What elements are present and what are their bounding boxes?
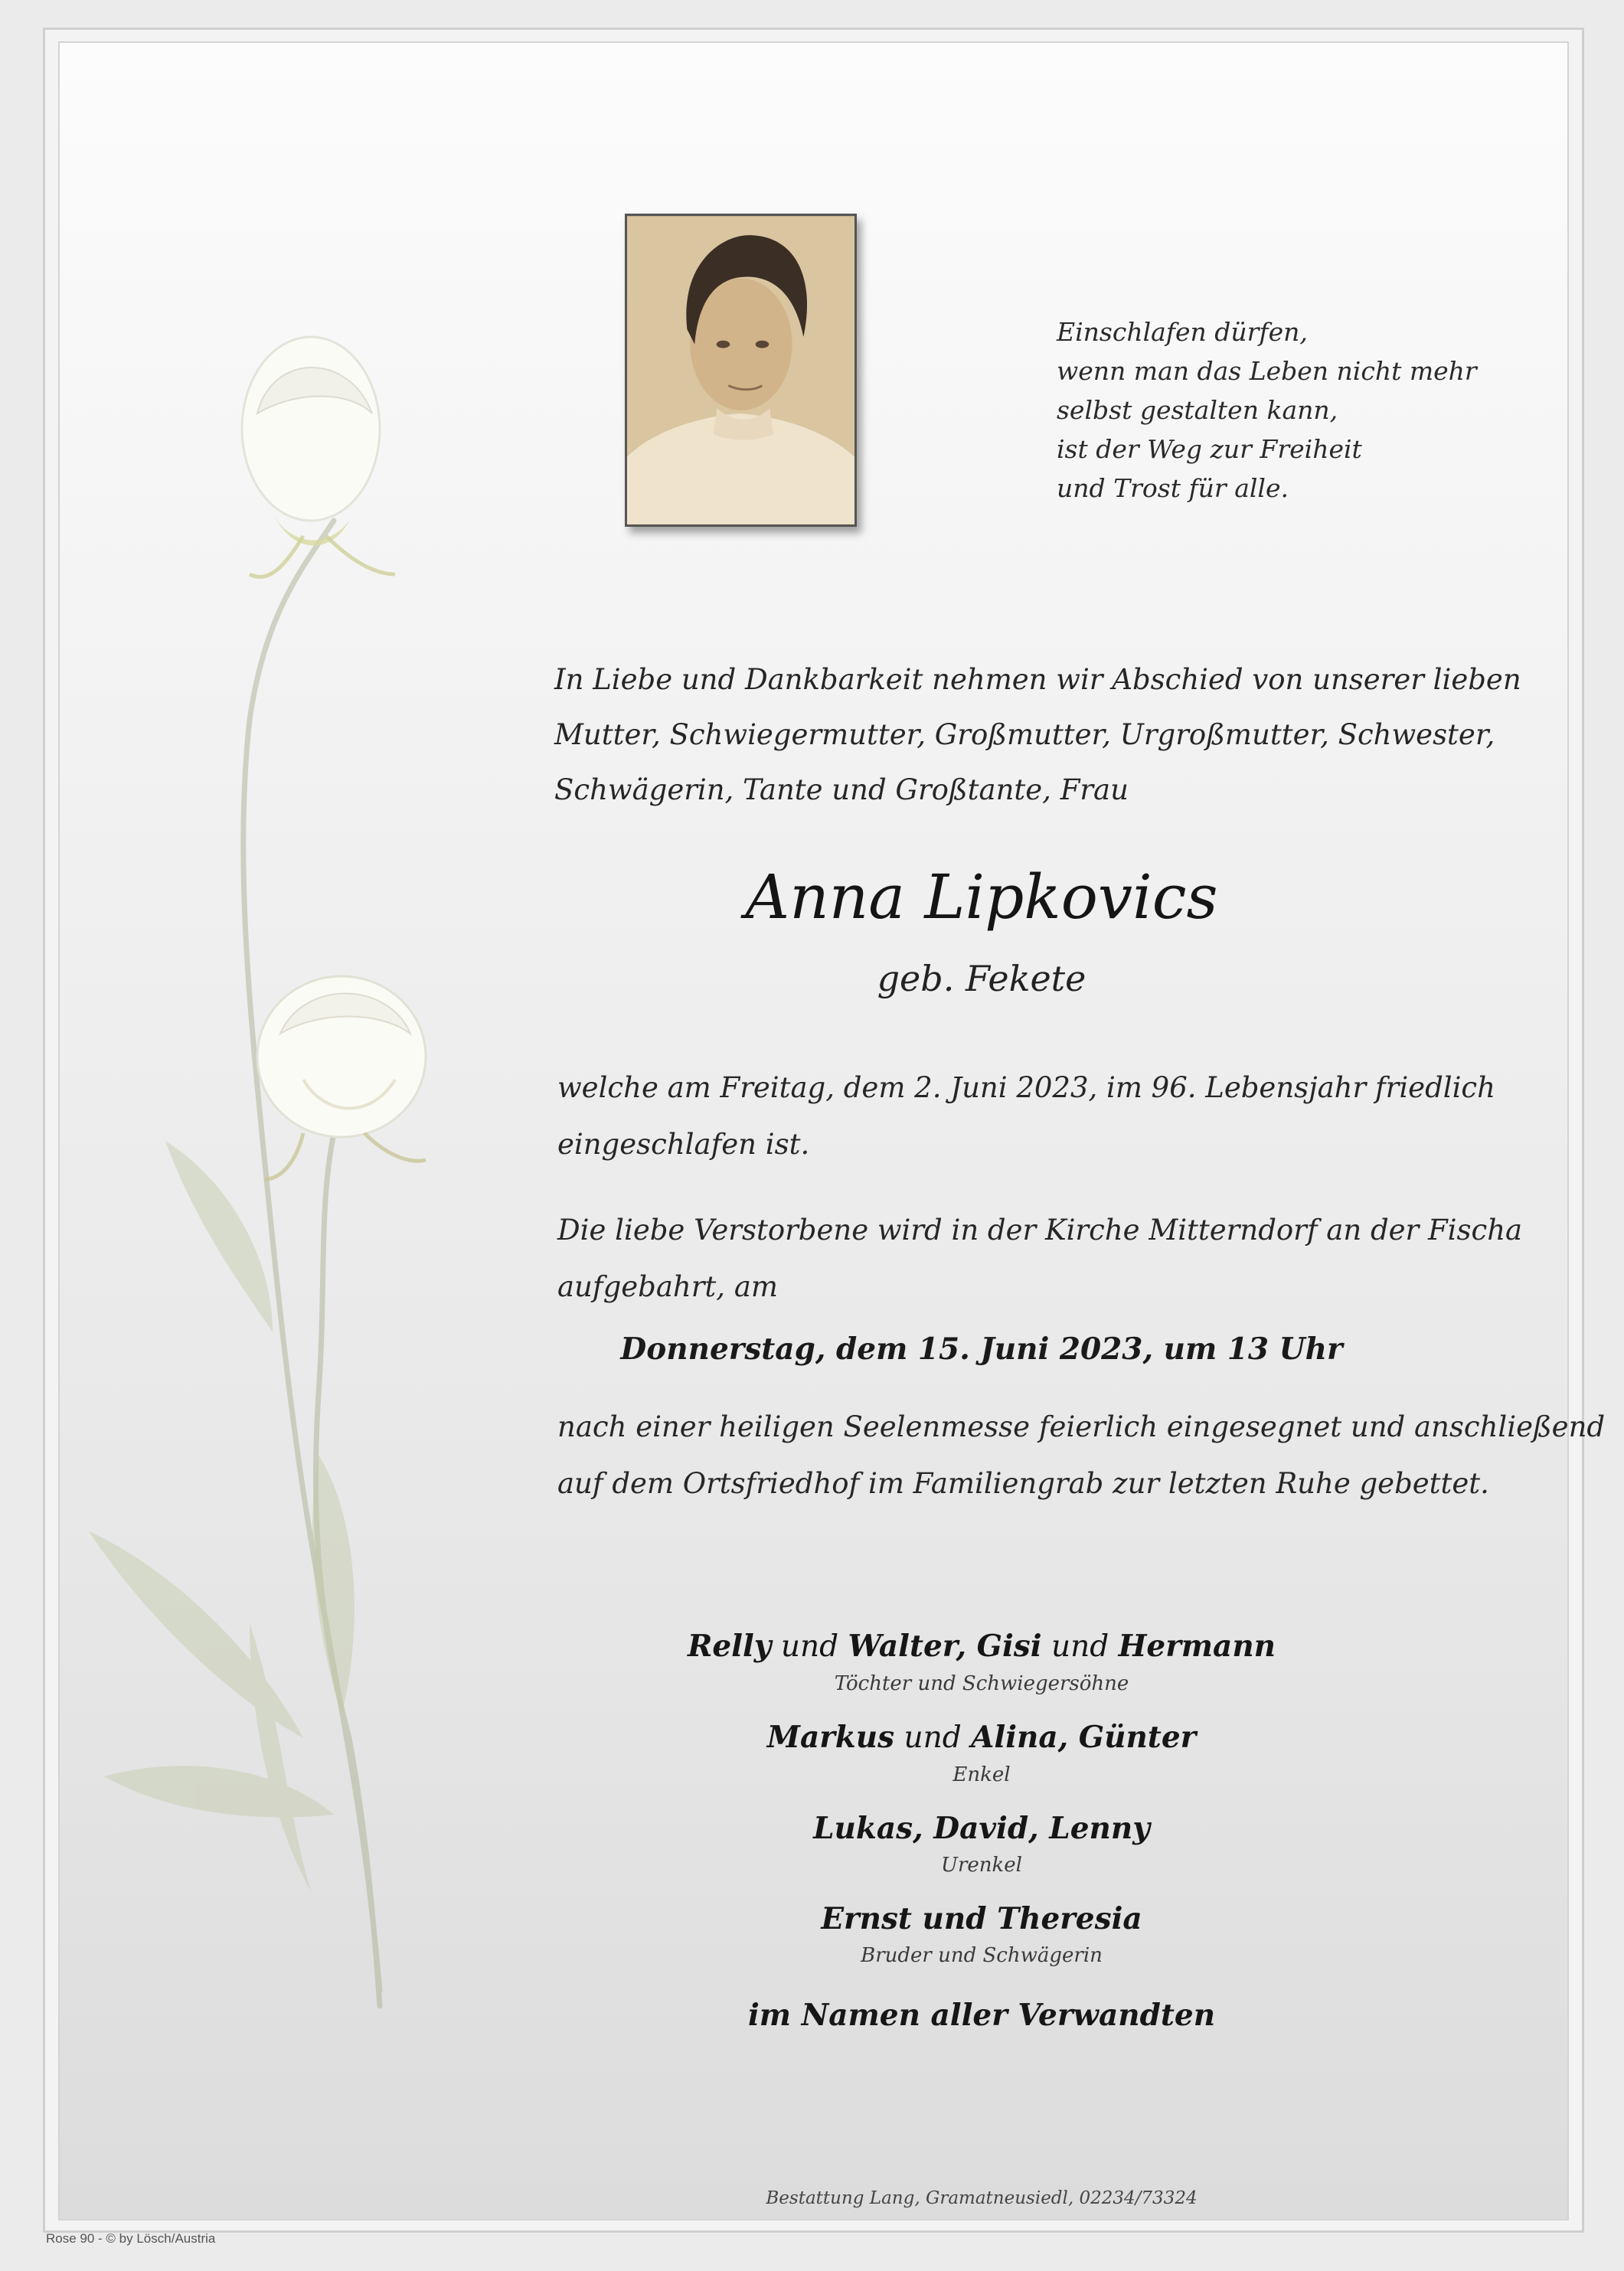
mourner-name: Lukas, David, Lenny <box>813 1811 1150 1846</box>
closing-line: im Namen aller Verwandten <box>747 1998 1216 2033</box>
mourner-name: Walter, Gisi <box>848 1629 1042 1664</box>
mourner-name: Markus <box>766 1720 895 1755</box>
poem-line: ist der Weg zur Freiheit <box>1057 434 1362 464</box>
intro-line: In Liebe und Dankbarkeit nehmen wir Abschied von unserer lieben <box>554 663 1521 696</box>
mourner-group <box>554 1623 1409 1698</box>
mourner-name: Ernst und Theresia <box>821 1901 1142 1936</box>
mourner-name: Alina, Günter <box>971 1720 1197 1755</box>
maiden-name: geb. Fekete <box>877 958 1086 999</box>
burial-line: auf dem Ortsfriedhof im Familiengrab zur letzten Ruhe gebettet. <box>557 1467 1489 1500</box>
intro-text <box>554 652 1521 818</box>
laying-out-line: aufgebahrt, am <box>557 1270 778 1303</box>
conjunction: und <box>894 1720 972 1755</box>
mourner-role: Enkel <box>953 1763 1011 1786</box>
upper-rose-icon <box>242 337 395 577</box>
mourner-name: Hermann <box>1118 1629 1276 1664</box>
passing-line: welche am Freitag, dem 2. Juni 2023, im 96. Lebensjahr friedlich <box>557 1071 1495 1104</box>
mourner-role: Töchter und Schwiegersöhne <box>834 1672 1129 1695</box>
poem-line: wenn man das Leben nicht mehr <box>1057 356 1477 386</box>
intro-line: Schwägerin, Tante und Großtante, Frau <box>554 773 1129 806</box>
funeral-date: Donnerstag, dem 15. Juni 2023, um 13 Uhr <box>620 1332 1343 1367</box>
mourner-names <box>554 1623 1409 1670</box>
burial-text <box>557 1399 1606 1512</box>
mourner-names <box>554 1714 1409 1761</box>
poem-line: selbst gestalten kann, <box>1057 395 1338 425</box>
intro-line: Mutter, Schwiegermutter, Großmutter, Urgroßmutter, Schwester, <box>554 718 1495 751</box>
mourner-role: Bruder und Schwägerin <box>861 1944 1103 1967</box>
passing-text <box>557 1060 1495 1173</box>
poem <box>1057 312 1477 508</box>
white-roses-illustration <box>74 322 502 2037</box>
deceased-name: Anna Lipkovics <box>745 861 1218 933</box>
poem-line: Einschlafen dürfen, <box>1057 317 1308 347</box>
mourner-name: Relly <box>687 1629 772 1664</box>
poem-line: und Trost für alle. <box>1057 473 1289 503</box>
laying-out-text <box>557 1202 1523 1315</box>
laying-out-line: Die liebe Verstorbene wird in der Kirche Mitterndorf an der Fischa <box>557 1214 1523 1247</box>
mourner-names <box>554 1805 1409 1851</box>
conjunction: und <box>771 1629 848 1664</box>
copyright-note: Rose 90 - © by Lösch/Austria <box>46 2231 216 2246</box>
burial-line: nach einer heiligen Seelenmesse feierlich eingesegnet und anschließend <box>557 1410 1606 1443</box>
passing-line: eingeschlafen ist. <box>557 1128 810 1161</box>
mourners-list <box>554 1623 1409 1986</box>
lower-rose-icon <box>257 976 426 1179</box>
mourner-group <box>554 1714 1409 1789</box>
mourner-names <box>554 1896 1409 1942</box>
mourner-group <box>554 1805 1409 1879</box>
conjunction: und <box>1041 1629 1119 1664</box>
funeral-home-footer: Bestattung Lang, Gramatneusiedl, 02234/73324 <box>766 2188 1198 2208</box>
mourner-group <box>554 1896 1409 1969</box>
portrait-icon <box>627 216 854 524</box>
mourner-role: Urenkel <box>941 1854 1022 1877</box>
portrait-photo <box>625 214 857 527</box>
